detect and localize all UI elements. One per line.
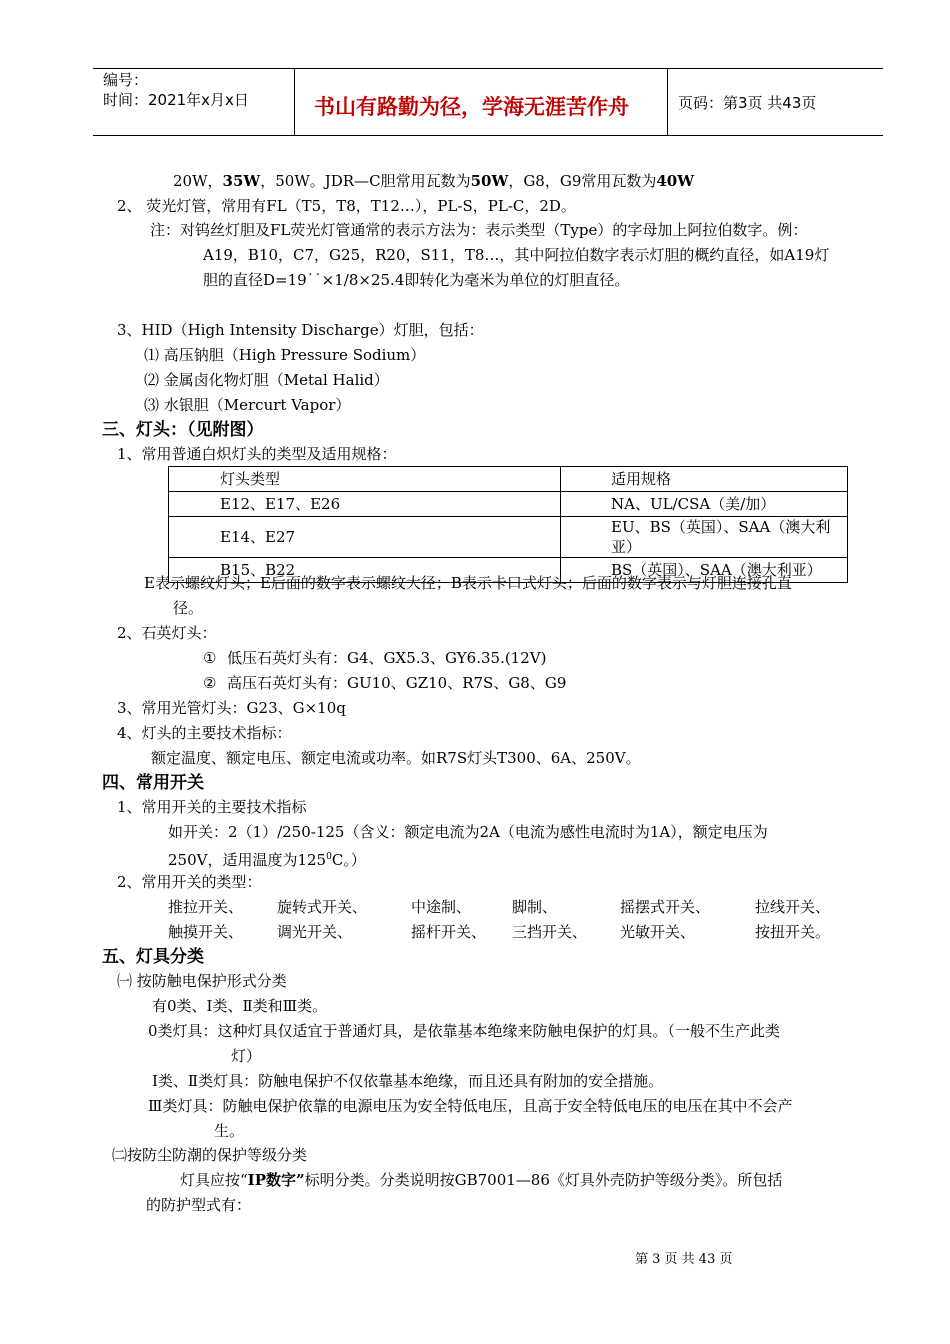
quartz-item-2: ② 高压石英灯头有：GU10、GZ10、R7S、G8、G9 [203,674,567,692]
lamp-base-table [168,466,848,583]
section5-sub-2: ㈡按防尘防潮的保护等级分类 [112,1146,308,1164]
switch-type: 脚制、 [512,898,558,916]
section3-item-4-text: 额定温度、额定电压、额定电流或功率。如R7S灯头T300、6A、250V。 [151,749,641,767]
intro-note-line-1: 注：对钨丝灯胆及FL荧光灯管通常的表示方法为：表示类型（Type）的字母加上阿拉伯数字。例： [150,221,808,239]
header-divider-2 [667,68,668,135]
section4-item-2: 2、常用开关的类型： [117,873,262,891]
table-cell: E14、E27 [169,517,561,558]
hid-item-2: ⑵ 金属卤化物灯胆（Metal Halid） [144,371,389,389]
classes-line: 有0类、Ⅰ类、Ⅱ类和Ⅲ类。 [152,997,328,1015]
section3-item-3: 3、常用光管灯头：G23、G×10q [117,699,346,717]
header-divider-1 [294,68,295,135]
switch-type: 中途制、 [411,898,472,916]
header-bottom-rule [93,135,883,136]
section3-item-4: 4、灯头的主要技术指标： [117,724,292,742]
table-header-cell: 适用规格 [561,467,848,492]
switch-type: 推拉开关、 [168,898,244,916]
class0-line-1: 0类灯具：这种灯具仅适宜于普通灯具，是依靠基本绝缘来防触电保护的灯具。（一般不生产此类 [148,1022,781,1040]
section3-item-1: 1、常用普通白炽灯头的类型及适用规格： [117,445,397,463]
intro-item-3: 3、HID（High Intensity Discharge）灯胆，包括： [117,321,484,339]
header-number-label: 编号： [103,71,149,89]
ip-line-2: 的防护型式有： [146,1196,252,1214]
class3-line-2: 生。 [214,1122,245,1140]
header-top-rule [93,68,883,69]
header-time-label: 时间：2021年x月x日 [103,91,249,109]
table-row [169,517,848,558]
class12-line: Ⅰ类、Ⅱ类灯具：防触电保护不仅依靠基本绝缘，而且还具有附加的安全措施。 [152,1072,664,1090]
intro-note-line-3: 胆的直径D=19˙˙×1/8×25.4即转化为毫米为单位的灯胆直径。 [203,271,630,289]
table-row [169,492,848,517]
class0-line-2: 灯） [231,1047,262,1065]
switch-type: 光敏开关、 [620,923,696,941]
switch-type: 三挡开关、 [512,923,588,941]
table-cell: BS（英国）、SAA（澳大利亚） [561,558,848,583]
table-header-cell: 灯头类型 [169,467,561,492]
switch-spec-line-1: 如开关：2（1）/250-125（含义：额定电流为2A（电流为感性电流时为1A），额定电压为 [168,823,768,841]
section4-title: 四、常用开关 [102,773,204,793]
hid-item-3: ⑶ 水银胆（Mercurt Vapor） [144,396,351,414]
section5-sub-1: ㈠ 按防触电保护形式分类 [117,972,287,990]
class3-line-1: Ⅲ类灯具：防触电保护依靠的电源电压为安全特低电压，且高于安全特低电压的电压在其中不会产 [148,1097,793,1115]
quartz-item-1: ① 低压石英灯头有：G4、GX5.3、GY6.35.(12V) [203,649,547,667]
circled-number: ② [203,674,217,692]
circled-number: ① [203,649,217,667]
ip-line-1: 灯具应按“IP数字”标明分类。分类说明按GB7001—86《灯具外壳防护等级分类》。所包括 [180,1171,783,1189]
header-motto: 书山有路勤为径，学海无涯苦作舟 [314,95,629,119]
base-note-line-2: 径。 [173,599,204,617]
switch-type: 触摸开关、 [168,923,244,941]
intro-wattage-line: 20W，35W，50W。JDR—C胆常用瓦数为50W，G8，G9常用瓦数为40W [173,172,695,190]
switch-type: 旋转式开关、 [277,898,368,916]
switch-type: 摇摆式开关、 [620,898,711,916]
intro-item-2: 2、 荧光灯管，常用有FL（T5，T8，T12…），PL-S，PL-C，2D。 [117,197,576,215]
table-cell: B15、B22 [169,558,561,583]
switch-type: 按扭开关。 [755,923,831,941]
footer-page-number: 第 3 页 共 43 页 [635,1252,733,1267]
switch-type: 拉线开关、 [755,898,831,916]
switch-type: 摇杆开关、 [411,923,487,941]
table-cell: NA、UL/CSA（美/加） [561,492,848,517]
hid-item-1: ⑴ 高压钠胆（High Pressure Sodium） [144,346,426,364]
section3-title: 三、灯头：（见附图） [102,420,264,440]
table-cell: EU、BS（英国）、SAA（澳大利亚） [561,517,848,558]
base-note-line-1: E表示螺纹灯头；E后面的数字表示螺纹大径；B表示卡口式灯头；后面的数字表示与灯胆连接孔直 [144,574,792,592]
table-cell: E12、E17、E26 [169,492,561,517]
section5-title: 五、灯具分类 [102,947,204,967]
switch-type: 调光开关、 [277,923,353,941]
intro-note-line-2: A19，B10，C7，G25，R20，S11，T8…，其中阿拉伯数字表示灯胆的概约直径，如A19灯 [203,246,830,264]
table-header-row [169,467,848,492]
header-page-info: 页码：第3页 共43页 [678,94,817,112]
section4-item-1: 1、常用开关的主要技术指标 [117,798,307,816]
switch-spec-line-2: 250V，适用温度为$125^0C$。） [168,851,366,869]
section3-item-2: 2、石英灯头： [117,624,217,642]
